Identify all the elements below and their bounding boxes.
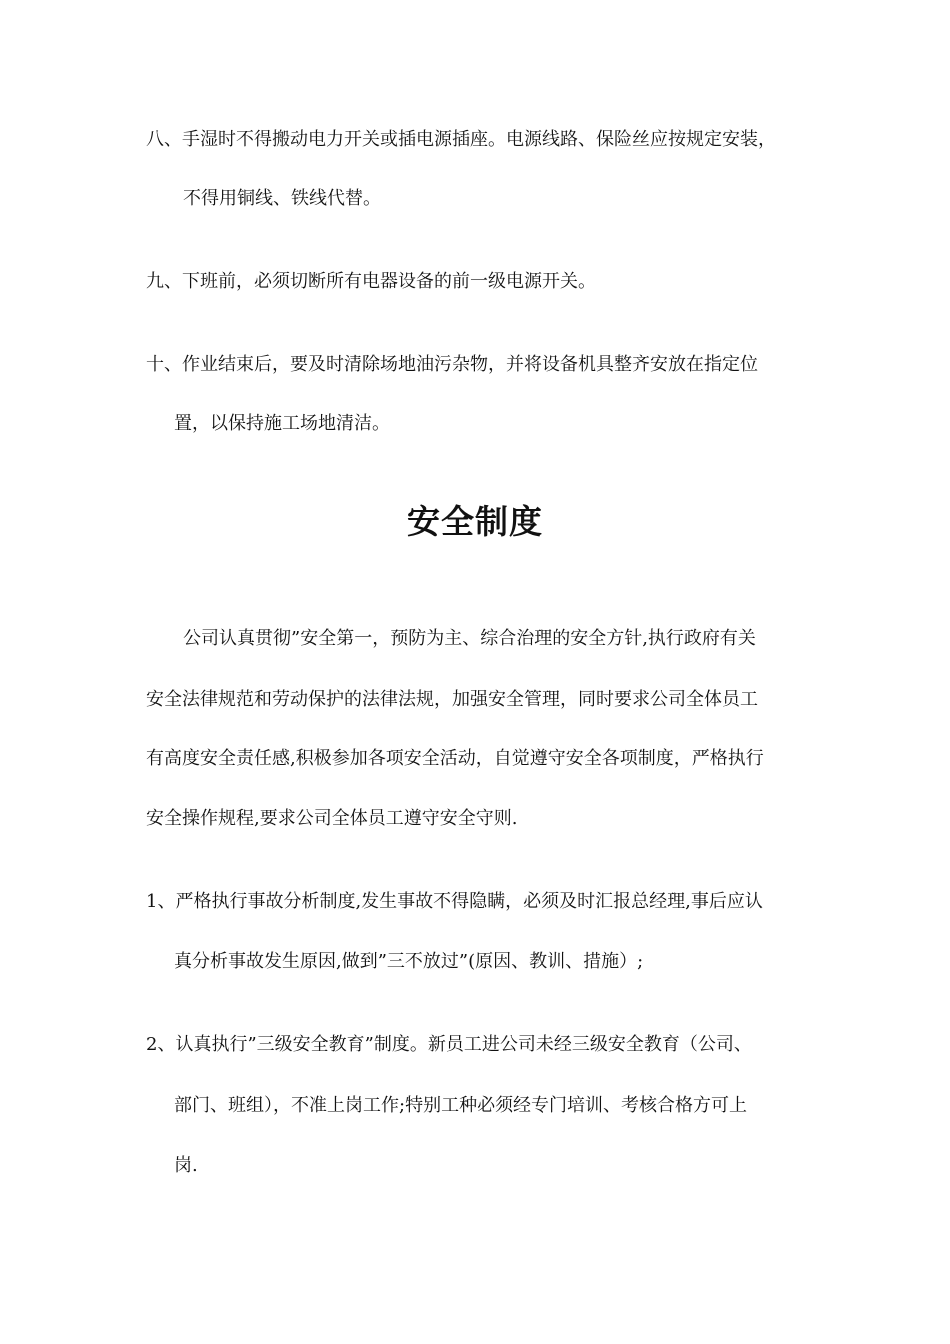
item-10-line-2: 置，以保持施工场地清洁。 [174, 413, 390, 434]
page-title: 安全制度 [407, 502, 543, 541]
intro-line-2: 安全法律规范和劳动保护的法律法规，加强安全管理，同时要求公司全体员工 [146, 689, 758, 710]
rule-1-line-1: 1、严格执行事故分析制度,发生事故不得隐瞒，必须及时汇报总经理,事后应认 [146, 891, 763, 912]
item-8-line-1: 八、手湿时不得搬动电力开关或插电源插座。电源线路、保险丝应按规定安装， [146, 129, 776, 150]
item-10-line-1: 十、作业结束后，要及时清除场地油污杂物，并将设备机具整齐安放在指定位 [146, 354, 758, 375]
intro-line-4: 安全操作规程,要求公司全体员工遵守安全守则. [146, 808, 518, 829]
intro-line-1: 公司认真贯彻”安全第一，预防为主、综合治理的安全方针,执行政府有关 [183, 628, 756, 649]
rule-1-line-2: 真分析事故发生原因,做到”三不放过”(原因、教训、措施）; [174, 951, 644, 972]
rule-2-line-1: 2、认真执行”三级安全教育”制度。新员工进公司未经三级安全教育（公司、 [146, 1034, 752, 1055]
intro-line-3: 有高度安全责任感,积极参加各项安全活动，自觉遵守安全各项制度，严格执行 [146, 748, 764, 769]
rule-2-line-2: 部门、班组），不准上岗工作;特别工种必须经专门培训、考核合格方可上 [174, 1095, 748, 1116]
item-9-line-1: 九、下班前，必须切断所有电器设备的前一级电源开关。 [146, 271, 596, 292]
rule-2-line-3: 岗. [174, 1155, 198, 1176]
item-8-line-2: 不得用铜线、铁线代替。 [183, 188, 381, 209]
